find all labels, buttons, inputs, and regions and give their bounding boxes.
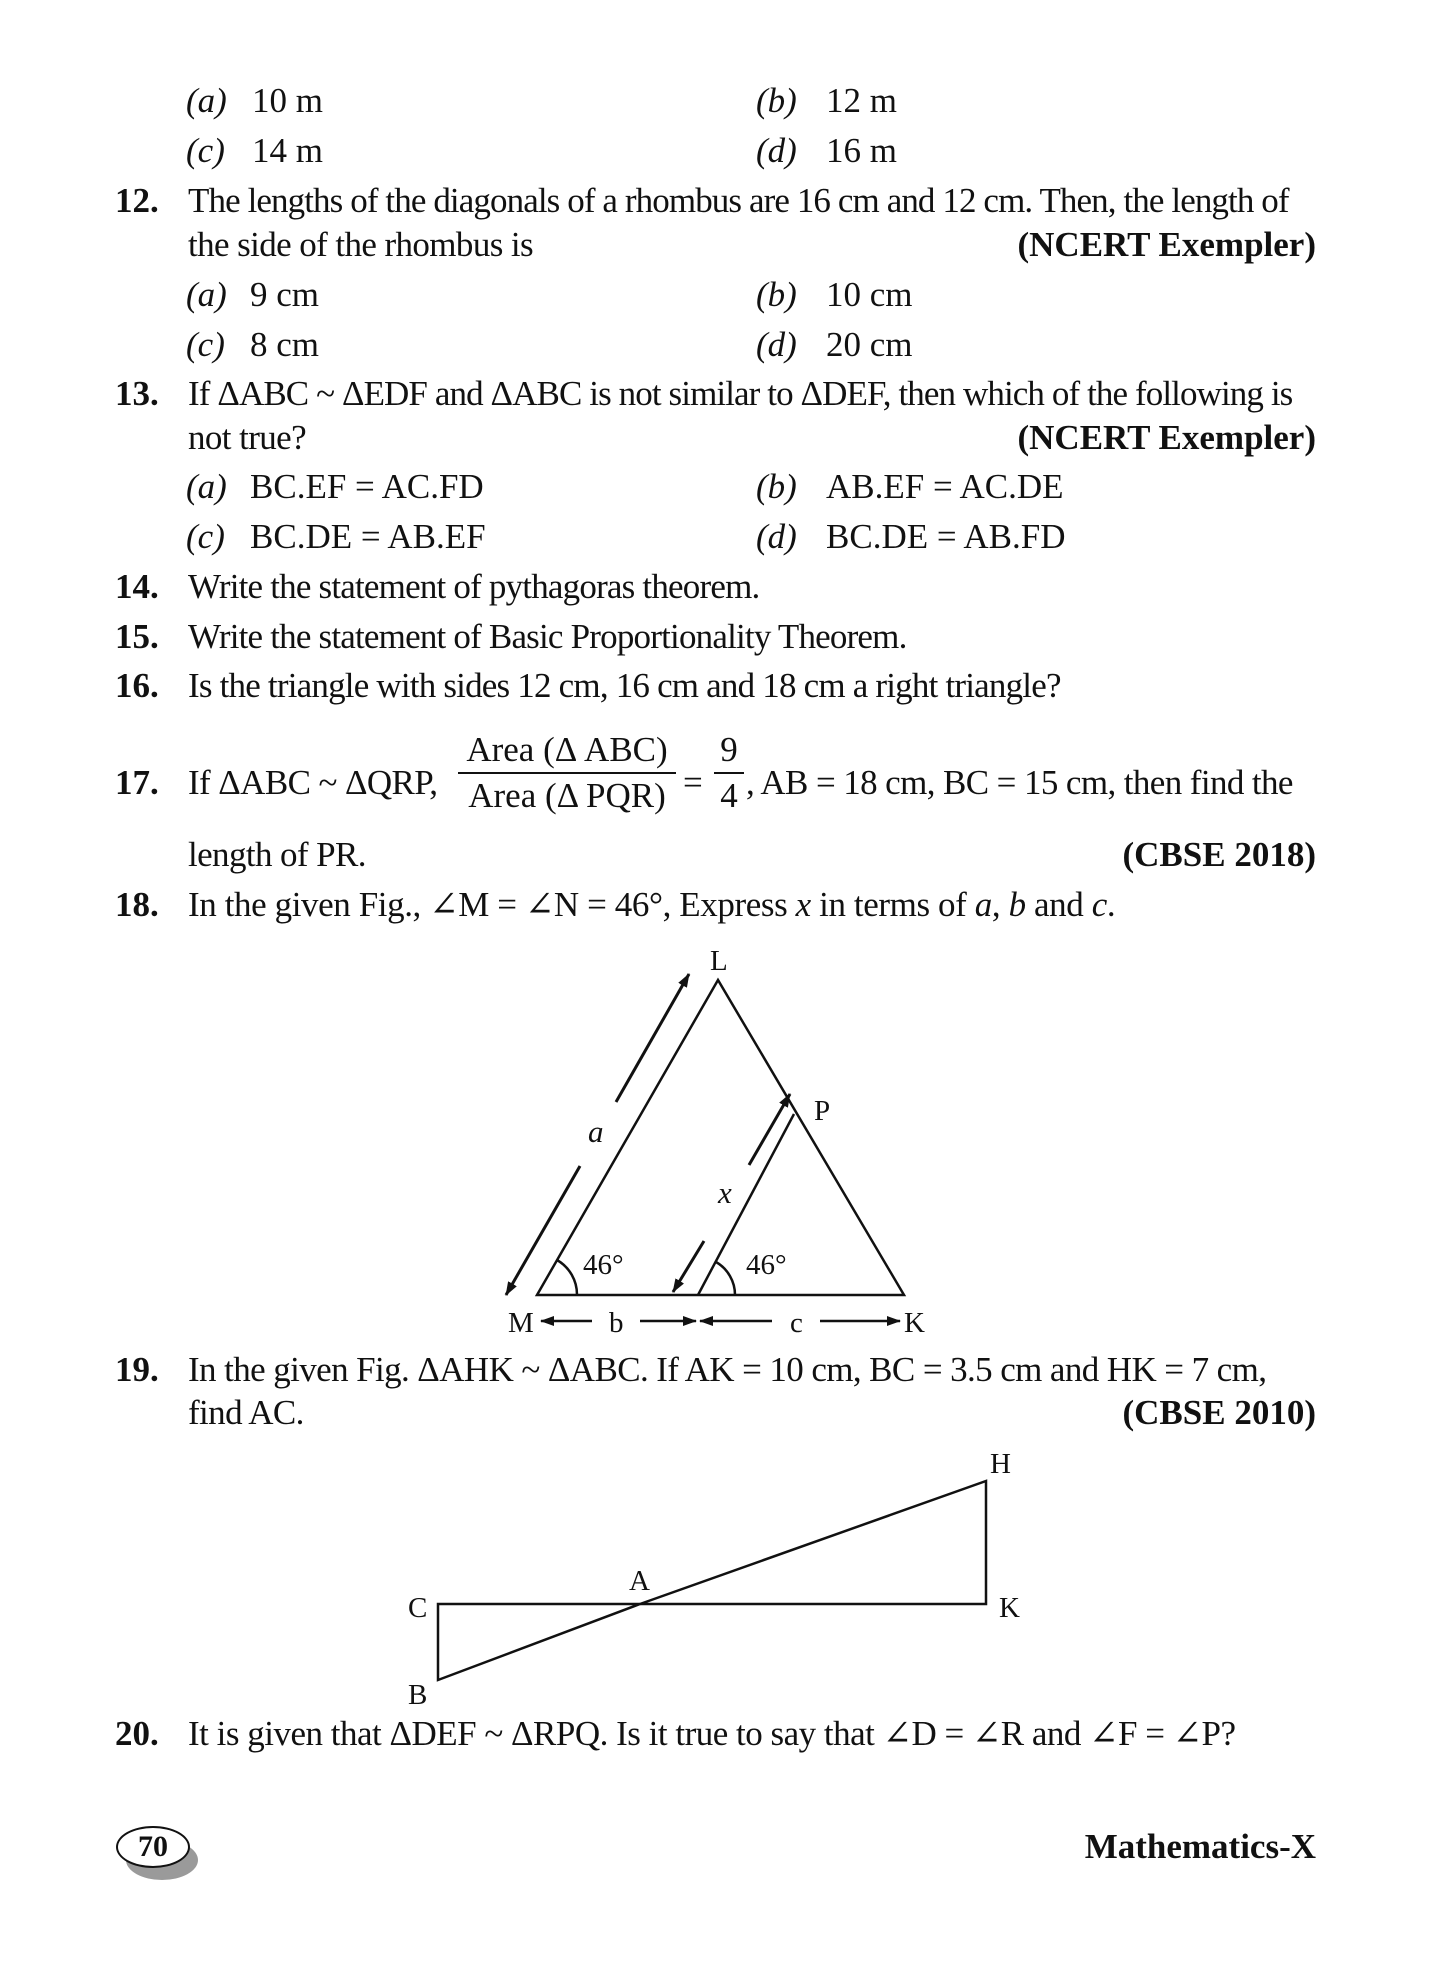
q14-number: 14. bbox=[115, 567, 159, 606]
q20-number: 20. bbox=[115, 1714, 159, 1753]
book-title: Mathematics-X bbox=[1084, 1827, 1316, 1866]
q18-text-a: In the given Fig., ∠M = ∠N = 46°, Express bbox=[188, 885, 796, 924]
label-angle-M: 46° bbox=[583, 1249, 624, 1281]
q19-number: 19. bbox=[115, 1350, 159, 1389]
page-number: 70 bbox=[138, 1830, 168, 1863]
q18-var-x: x bbox=[795, 885, 811, 924]
page-badge-face bbox=[116, 1826, 190, 1868]
q12-option-b-letter: (b) bbox=[756, 275, 797, 314]
q12-option-c-letter: (c) bbox=[186, 325, 225, 364]
q18-text-e: . bbox=[1106, 885, 1116, 924]
q11-option-c-text: 14 m bbox=[252, 131, 323, 170]
q17-line2: length of PR. bbox=[188, 835, 366, 874]
q12-option-a-letter: (a) bbox=[186, 275, 227, 314]
q11-option-b-letter: (b) bbox=[756, 81, 797, 120]
label-C: C bbox=[408, 1592, 428, 1624]
q11-option-c-letter: (c) bbox=[186, 131, 225, 170]
q18-number: 18. bbox=[115, 885, 159, 924]
q12-option-d-text: 20 cm bbox=[826, 325, 913, 364]
q17-prefix: If ΔABC ~ ΔQRP, bbox=[188, 763, 438, 802]
q12-option-b-text: 10 cm bbox=[826, 275, 913, 314]
q18-var-b: b bbox=[1008, 885, 1026, 924]
q13-a-letter: a bbox=[197, 467, 216, 506]
label-H: H bbox=[990, 1448, 1011, 1480]
q19-line1: In the given Fig. ΔAHK ~ ΔABC. If AK = 10 cm, BC = 3.5 cm and HK = 7 cm, bbox=[188, 1350, 1267, 1389]
q13-number: 13. bbox=[115, 374, 159, 413]
q12-c-letter: c bbox=[197, 325, 214, 364]
q13-option-d-letter: (d) bbox=[756, 517, 797, 556]
q11-b-letter: b bbox=[767, 81, 786, 120]
label-P: P bbox=[814, 1095, 831, 1127]
q13-line2: not true? bbox=[188, 418, 307, 457]
q17-frac1-denominator: Area (Δ PQR) bbox=[468, 776, 666, 815]
label-b: b bbox=[609, 1307, 624, 1339]
q15-number: 15. bbox=[115, 617, 159, 656]
q13-option-a-text: BC.EF = AC.FD bbox=[250, 467, 484, 506]
q17-frac2-numerator: 9 bbox=[714, 730, 744, 774]
q13-option-a-letter: (a) bbox=[186, 467, 227, 506]
q13-option-b-letter: (b) bbox=[756, 467, 797, 506]
q18-text-b: in terms of bbox=[810, 885, 975, 924]
label-A: A bbox=[629, 1565, 650, 1597]
q12-source: (NCERT Exempler) bbox=[1017, 225, 1316, 264]
q18-var-c: c bbox=[1091, 885, 1107, 924]
q17-source: (CBSE 2018) bbox=[1122, 835, 1316, 874]
triangle-AHK bbox=[640, 1481, 986, 1604]
q12-line2: the side of the rhombus is bbox=[188, 225, 534, 264]
q18-var-a: a bbox=[974, 885, 992, 924]
q11-d-letter: d bbox=[767, 131, 786, 170]
q13-source: (NCERT Exempler) bbox=[1017, 418, 1316, 457]
q14-text: Write the statement of pythagoras theorem. bbox=[188, 567, 760, 606]
q11-option-a-letter: (a) bbox=[186, 81, 227, 120]
q16-number: 16. bbox=[115, 666, 159, 705]
q13-b-letter: b bbox=[767, 467, 786, 506]
q17-suffix: , AB = 18 cm, BC = 15 cm, then find the bbox=[746, 763, 1293, 802]
q12-option-d-letter: (d) bbox=[756, 325, 797, 364]
q11-option-b-text: 12 m bbox=[826, 81, 897, 120]
q19-line2: find AC. bbox=[188, 1393, 304, 1432]
label-a: a bbox=[588, 1114, 604, 1149]
q12-a-letter: a bbox=[197, 275, 216, 314]
label-B: B bbox=[408, 1679, 428, 1711]
q13-option-c-letter: (c) bbox=[186, 517, 225, 556]
triangle-ABC bbox=[438, 1604, 640, 1680]
q18-text-c: , bbox=[991, 885, 1009, 924]
q15-text: Write the statement of Basic Proportionality Theorem. bbox=[188, 617, 907, 656]
label-x: x bbox=[718, 1175, 732, 1210]
q19-source: (CBSE 2010) bbox=[1122, 1393, 1316, 1432]
q12-b-letter: b bbox=[767, 275, 786, 314]
q17-frac1-numerator: Area (Δ ABC) bbox=[458, 730, 676, 774]
q17-equals: = bbox=[683, 763, 703, 802]
label-M: M bbox=[508, 1307, 534, 1339]
q11-a-letter: a bbox=[197, 81, 216, 120]
page-number-badge bbox=[116, 1826, 196, 1874]
label-K: K bbox=[999, 1592, 1020, 1624]
label-L: L bbox=[710, 945, 728, 977]
q20-text: It is given that ΔDEF ~ ΔRPQ. Is it true to say that ∠D = ∠R and ∠F = ∠P? bbox=[188, 1714, 1236, 1753]
q11-option-d-text: 16 m bbox=[826, 131, 897, 170]
label-K: K bbox=[904, 1307, 925, 1339]
q16-text: Is the triangle with sides 12 cm, 16 cm and 18 cm a right triangle? bbox=[188, 666, 1061, 705]
q12-number: 12. bbox=[115, 181, 159, 220]
label-c: c bbox=[790, 1307, 803, 1339]
q12-d-letter: d bbox=[767, 325, 786, 364]
q17-number: 17. bbox=[115, 763, 159, 802]
q11-option-d-letter: (d) bbox=[756, 131, 797, 170]
q12-option-a-text: 9 cm bbox=[250, 275, 320, 314]
q17-frac2-denominator: 4 bbox=[720, 776, 738, 815]
q12-option-c-text: 8 cm bbox=[250, 325, 320, 364]
q11-option-a-text: 10 m bbox=[252, 81, 323, 120]
q18-text-d: and bbox=[1025, 885, 1092, 924]
q13-option-b-text: AB.EF = AC.DE bbox=[826, 467, 1064, 506]
q12-line1: The lengths of the diagonals of a rhombus are 16 cm and 12 cm. Then, the length of bbox=[188, 181, 1289, 220]
q11-c-letter: c bbox=[197, 131, 214, 170]
q13-line1: If ΔABC ~ ΔEDF and ΔABC is not similar to ΔDEF, then which of the following is bbox=[188, 374, 1293, 413]
q13-c-letter: c bbox=[197, 517, 214, 556]
q13-option-c-text: BC.DE = AB.EF bbox=[250, 517, 486, 556]
q13-d-letter: d bbox=[767, 517, 786, 556]
q13-option-d-text: BC.DE = AB.FD bbox=[826, 517, 1066, 556]
label-angle-N: 46° bbox=[746, 1249, 787, 1281]
